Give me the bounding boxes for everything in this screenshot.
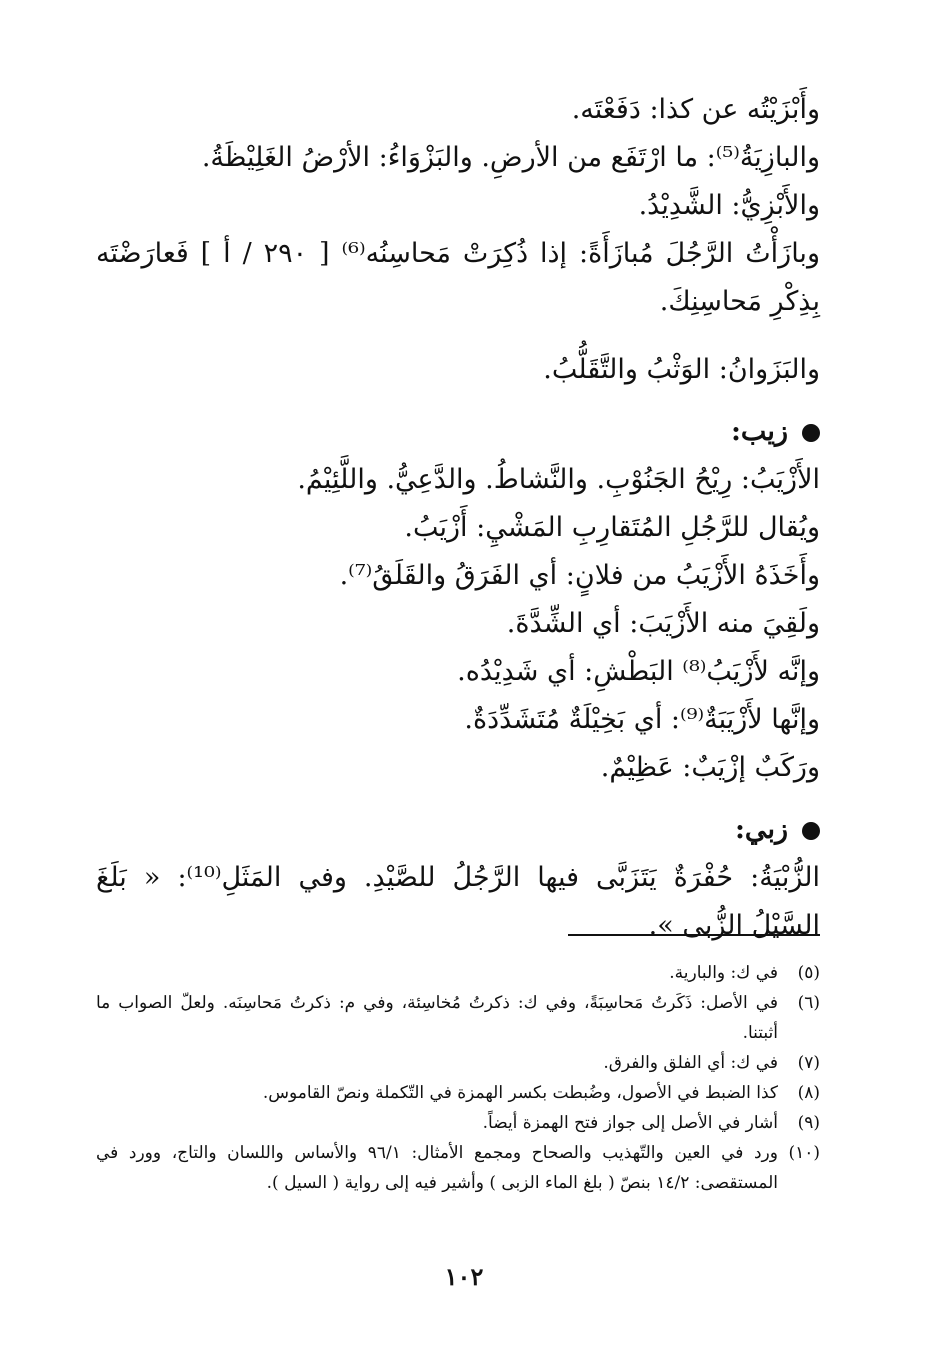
text-line: ولَقِيَ منه الأَزْيَبَ: أي الشِّدَّةَ. [506, 608, 820, 639]
footnote-number: (٩) [797, 1113, 820, 1133]
text-line: والأَبْزِيُّ: الشَّدِيْدُ. [638, 190, 820, 221]
footnote-number: (٦) [797, 993, 820, 1013]
footnote [96, 1048, 820, 1078]
footnote-divider [568, 934, 820, 936]
text-line: وإنَّه لأَزْيَبُ⁽⁸⁾ البَطْشِ: أي شَدِيْدُه. [457, 656, 820, 687]
footnote-number: (٥) [797, 963, 820, 983]
text-line: وأَخَذَهُ الأَزْيَبُ من فلانٍ: أي الفَرَقُ والقَلَقُ⁽⁷⁾. [339, 560, 820, 591]
entry-heading [96, 806, 820, 854]
text-line: وأَبْزَيْتُه عن كذا: دَفَعْتَه. [571, 94, 820, 125]
text-line: ورَكَبٌ إزْيَبٌ: عَظِيْمٌ. [600, 752, 820, 783]
entry-heading-label: زبي: [734, 814, 788, 845]
footnote [96, 1108, 820, 1138]
text-line: والبَزَوانُ: الوَثْبُ والتَّقَلُّبُ. [543, 354, 820, 385]
footnote [96, 1138, 820, 1198]
footnotes [96, 958, 820, 1198]
footnote-number: (٨) [797, 1083, 820, 1103]
text-paragraph: وبازَأْتُ الرَّجُلَ مُبازَأَةً: إذا ذُكِرَتْ مَحاسِنُه⁽⁶⁾ [ ٢٩٠ / أ ] فَعارَضْتَه بِذِكْرِ مَحاسِنِكَ. [96, 238, 820, 317]
main-text [96, 86, 820, 950]
footnote-text: أشار في الأصل إلى جواز فتح الهمزة أيضاً. [482, 1113, 778, 1133]
entry-heading [96, 408, 820, 456]
text-paragraph: الزُّبْيَةُ: حُفْرَةٌ يَتَزَبَّى فيها الرَّجُلُ للصَّيْدِ. وفي المَثَلِ⁽¹⁰⁾: « بَلَغَ السَّيْلُ الزُّبى ». [96, 862, 820, 941]
footnote-text: كذا الضبط في الأصول، وضُبطت بكسر الهمزة في التّكملة ونصّ القاموس. [262, 1083, 778, 1103]
footnote-text: ورد في العين والتّهذيب والصحاح ومجمع الأمثال: ٩٦/١ والأساس واللسان والتاج، وورد في المستقصى: ١٤/٢ بنصّ ( بلغ الماء الزبى ) وأشير فيه إلى رواية ( السيل ). [96, 1143, 778, 1193]
footnote-number: (١٠) [788, 1143, 820, 1163]
footnote [96, 1078, 820, 1108]
footnote [96, 988, 820, 1048]
text-line: ويُقال للرَّجُلِ المُتَقارِبِ المَشْيِ: أَزْيَبُ. [404, 512, 820, 543]
page-number: ١٠٢ [444, 1262, 484, 1291]
footnote-text: في ك: والبارية. [669, 963, 778, 983]
footnote-text: في ك: أي الفلق والفرق. [603, 1053, 778, 1073]
entry-heading-label: زيب: [730, 416, 788, 447]
text-line: الأَزْيَبُ: رِيْحُ الجَنُوْبِ. والنَّشاطُ. والدَّعِيُّ. واللَّئِيْمُ. [297, 464, 820, 495]
bullet-icon [802, 822, 820, 840]
footnote-number: (٧) [797, 1053, 820, 1073]
text-line: وإنَّها لأَزْيَبَةٌ⁽⁹⁾: أي بَخِيْلَةٌ مُتَشَدِّدَةٌ. [464, 704, 820, 735]
bullet-icon [802, 424, 820, 442]
footnote [96, 958, 820, 988]
footnote-text: في الأصل: ذَكَرتُ مَحاسِبَةً، وفي ك: ذكرتُ مُخاسِئة، وفي م: ذكرتُ مَحاسِنَه. ولعلّ الصواب ما أثبتنا. [96, 993, 778, 1043]
text-line: والبازِيَةُ⁽⁵⁾: ما ارْتَفَع من الأرضِ. والبَزْوَاءُ: الأرْضُ الغَلِيْظَةُ. [201, 142, 820, 173]
